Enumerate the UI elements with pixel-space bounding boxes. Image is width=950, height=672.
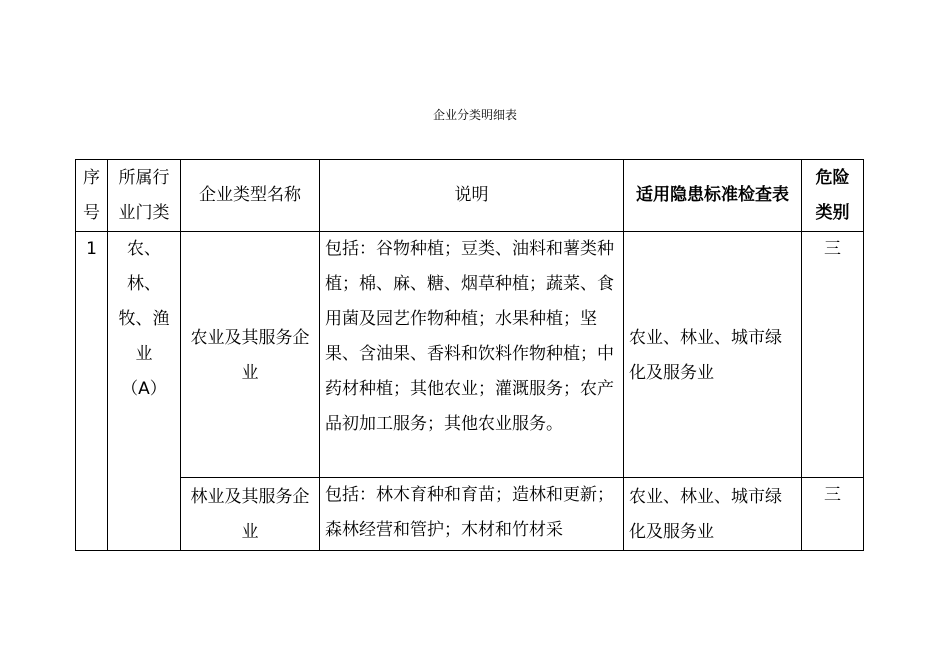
header-description: 说明 [320, 160, 624, 232]
enterprise-classification-table [75, 159, 864, 551]
header-row [76, 160, 864, 232]
row-enterprise-type: 农业及其服务企业 [181, 232, 320, 478]
row-seq: 1 [76, 232, 108, 551]
row-sector: 农、 林、 牧、渔 业 （A） [108, 232, 181, 551]
row-standard: 农业、林业、城市绿化及服务业 [624, 478, 802, 551]
document-title: 企业分类明细表 [432, 108, 517, 122]
header-seq: 序 号 [76, 160, 108, 232]
header-enterprise-type: 企业类型名称 [181, 160, 320, 232]
row-description: 包括：林木育种和育苗；造林和更新；森林经营和管护；木材和竹材采 [320, 478, 624, 551]
header-hazard-class: 危险 类别 [802, 160, 864, 232]
row-description: 包括：谷物种植；豆类、油料和薯类种植；棉、麻、糖、烟草种植；蔬菜、食用菌及园艺作物种植；水果种植；坚果、含油果、香料和饮料作物种植；中药材种植；其他农业；灌溉服务；农产品初加工服务；其他农业服务。 [320, 232, 624, 478]
table-row [76, 478, 864, 551]
table-row [76, 232, 864, 478]
row-hazard-class: 三 [802, 478, 864, 551]
header-sector: 所属行 业门类 [108, 160, 181, 232]
row-standard: 农业、林业、城市绿化及服务业 [624, 232, 802, 478]
header-standard: 适用隐患标准检查表 [624, 160, 802, 232]
row-enterprise-type: 林业及其服务企业 [181, 478, 320, 551]
row-hazard-class: 三 [802, 232, 864, 478]
